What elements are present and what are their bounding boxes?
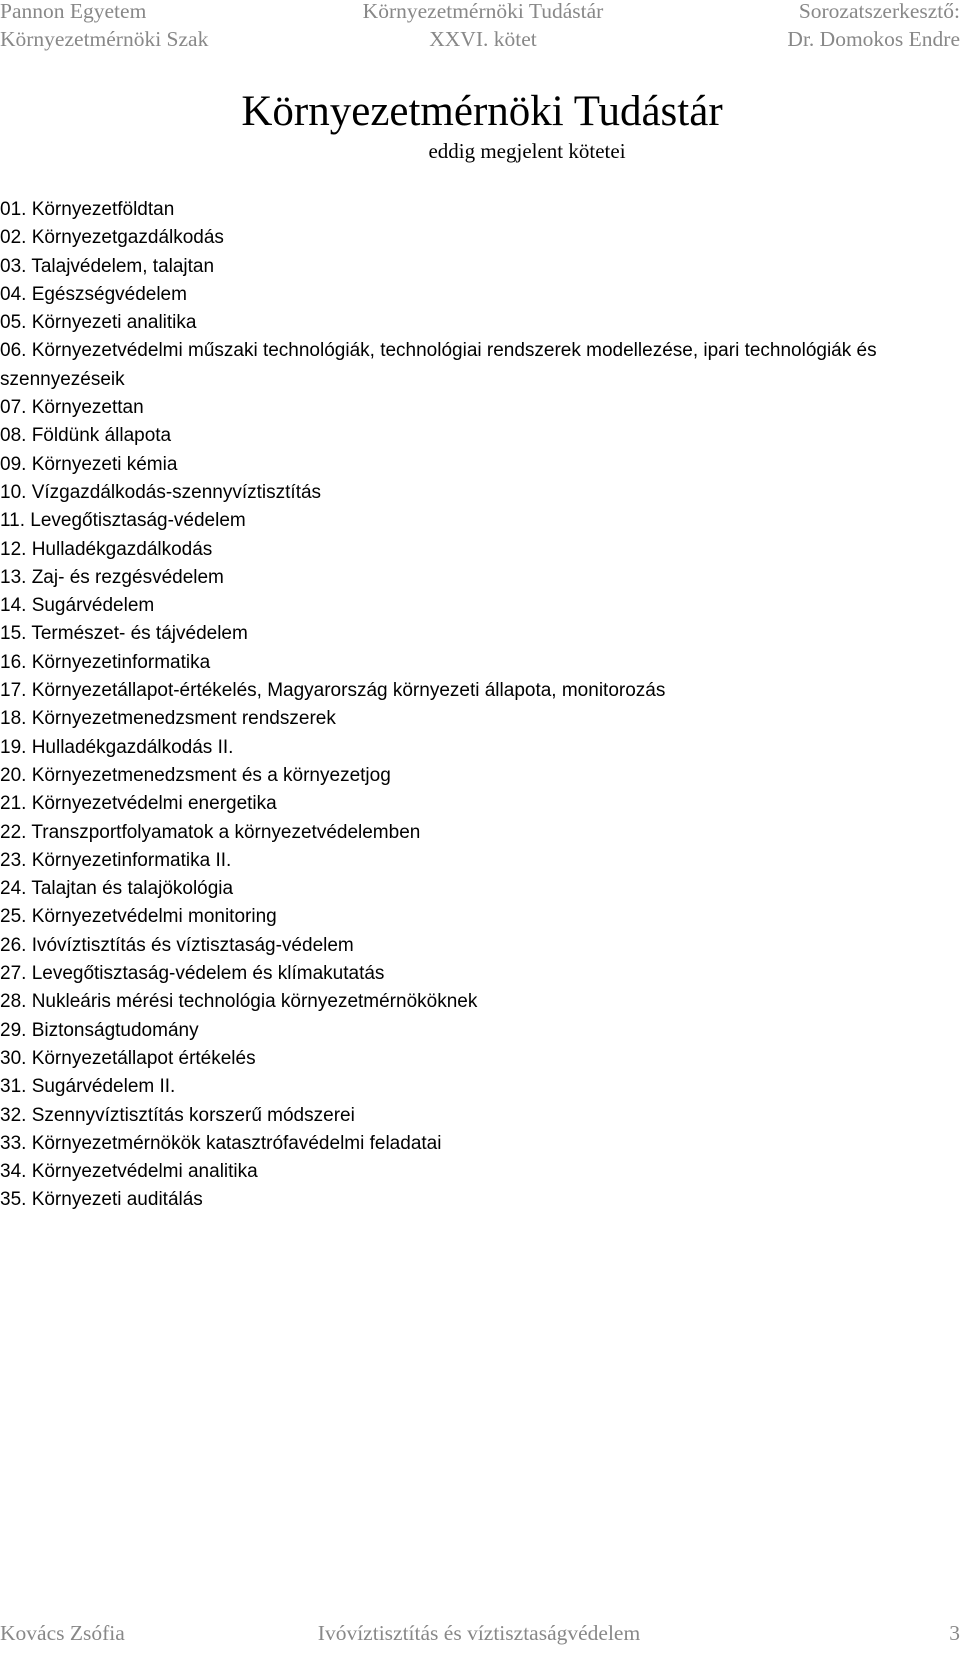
list-item: 22. Transzportfolyamatok a környezetvédelemben — [0, 821, 421, 843]
list-item: 02. Környezetgazdálkodás — [0, 227, 224, 249]
list-item: 14. Sugárvédelem — [0, 595, 155, 617]
volume-list — [0, 196, 960, 1215]
header-volume-number: XXVI. kötet — [429, 27, 537, 51]
list-item: 06. Környezetvédelmi műszaki technológiák, technológiai rendszerek modellezése, ipari technológiák és szennyezéseik — [0, 340, 877, 390]
page-subtitle-text: eddig megjelent kötetei — [428, 139, 626, 163]
header-row-2 — [0, 24, 960, 54]
list-item: 28. Nukleáris mérési technológia környezetmérnököknek — [0, 991, 478, 1013]
header-series-title: Környezetmérnöki Tudástár — [362, 0, 604, 23]
list-item: 24. Talajtan és talajökológia — [0, 878, 234, 900]
header-editor-name: Dr. Domokos Endre — [787, 27, 960, 51]
list-item: 21. Környezetvédelmi energetika — [0, 793, 277, 815]
list-item: 16. Környezetinformatika — [0, 651, 211, 673]
list-item: 20. Környezetmenedzsment és a környezetjog — [0, 764, 391, 786]
list-item: 23. Környezetinformatika II. — [0, 849, 232, 871]
list-item: 17. Környezetállapot-értékelés, Magyarország környezeti állapota, monitorozás — [0, 680, 666, 702]
header-university: Pannon Egyetem — [0, 0, 147, 23]
page-footer — [0, 1618, 960, 1648]
list-item: 15. Természet- és tájvédelem — [0, 623, 248, 645]
page-subtitle — [0, 137, 960, 165]
page-number: 3 — [949, 1621, 960, 1645]
header-editor-label: Sorozatszerkesztő: — [798, 0, 960, 23]
list-item: 32. Szennyvíztisztítás korszerű módszerei — [0, 1104, 355, 1126]
list-item: 08. Földünk állapota — [0, 425, 172, 447]
list-item: 04. Egészségvédelem — [0, 283, 187, 305]
list-item: 19. Hulladékgazdálkodás II. — [0, 736, 234, 758]
page-title — [0, 84, 960, 140]
list-item: 13. Zaj- és rezgésvédelem — [0, 566, 224, 588]
footer-author: Kovács Zsófia — [0, 1621, 125, 1645]
list-item: 25. Környezetvédelmi monitoring — [0, 906, 277, 928]
list-item: 10. Vízgazdálkodás-szennyvíztisztítás — [0, 481, 322, 503]
list-item: 30. Környezetállapot értékelés — [0, 1047, 256, 1069]
list-item: 33. Környezetmérnökök katasztrófavédelmi feladatai — [0, 1132, 442, 1154]
header-faculty: Környezetmérnöki Szak — [0, 27, 209, 51]
list-item: 34. Környezetvédelmi analitika — [0, 1161, 258, 1183]
list-item: 29. Biztonságtudomány — [0, 1019, 199, 1041]
footer-volume-title: Ivóvíztisztítás és víztisztaságvédelem — [317, 1621, 641, 1645]
list-item: 27. Levegőtisztaság-védelem és klímakutatás — [0, 963, 385, 985]
list-item: 07. Környezettan — [0, 397, 144, 419]
list-item: 31. Sugárvédelem II. — [0, 1076, 176, 1098]
list-item: 05. Környezeti analitika — [0, 312, 197, 334]
list-item: 35. Környezeti auditálás — [0, 1189, 203, 1211]
list-item: 12. Hulladékgazdálkodás — [0, 538, 213, 560]
page-title-text: Környezetmérnöki Tudástár — [241, 88, 723, 135]
list-item: 18. Környezetmenedzsment rendszerek — [0, 708, 336, 730]
list-item: 11. Levegőtisztaság-védelem — [0, 510, 246, 532]
list-item: 03. Talajvédelem, talajtan — [0, 255, 215, 277]
list-item: 09. Környezeti kémia — [0, 453, 178, 475]
list-item: 01. Környezetföldtan — [0, 199, 175, 220]
list-item: 26. Ivóvíztisztítás és víztisztaság-védelem — [0, 934, 354, 956]
header-row-1 — [0, 0, 960, 26]
